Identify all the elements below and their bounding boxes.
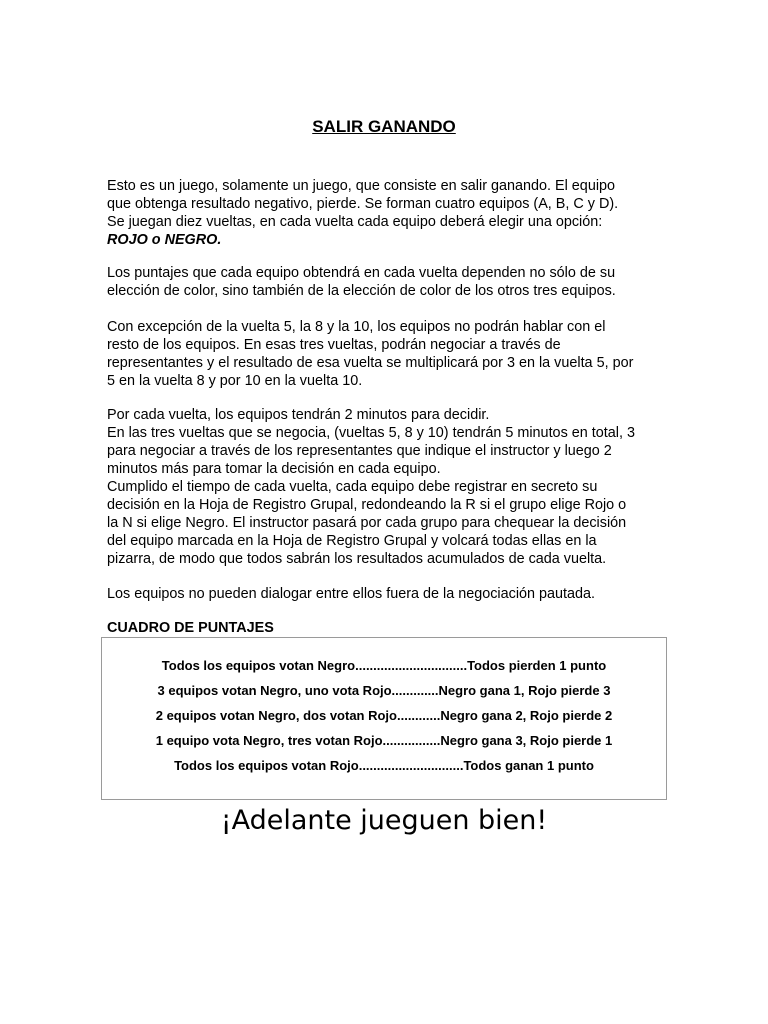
paragraph-line: minutos más para tomar la decisión en cada equipo. bbox=[107, 461, 441, 477]
paragraph-line: que obtenga resultado negativo, pierde. Se forman cuatro equipos (A, B, C y D). bbox=[107, 196, 619, 212]
closing-message: ¡Adelante jueguen bien! bbox=[220, 805, 548, 836]
negotiation-paragraph bbox=[107, 318, 660, 390]
paragraph-line: Con excepción de la vuelta 5, la 8 y la 10, los equipos no podrán hablar con el bbox=[107, 319, 606, 335]
paragraph-line: decisión en la Hoja de Registro Grupal, redondeando la R si el grupo elige Rojo o bbox=[107, 497, 627, 513]
paragraph-line: Por cada vuelta, los equipos tendrán 2 minutos para decidir. bbox=[107, 407, 490, 423]
paragraph-line: Los puntajes que cada equipo obtendrá en cada vuelta dependen no sólo de su bbox=[107, 265, 616, 281]
scoring-paragraph bbox=[107, 264, 660, 300]
paragraph-line: representantes y el resultado de esa vuelta se multiplicará por 3 en la vuelta 5, por bbox=[107, 355, 634, 371]
paragraph-line: la N si elige Negro. El instructor pasará por cada grupo para chequear la decisión bbox=[107, 515, 627, 531]
intro-paragraph bbox=[107, 177, 660, 249]
paragraph-line: En las tres vueltas que se negocia, (vueltas 5, 8 y 10) tendrán 5 minutos en total, 3 bbox=[107, 425, 635, 441]
rules-note-paragraph: Los equipos no pueden dialogar entre ellos fuera de la negociación pautada. bbox=[107, 586, 596, 602]
score-row: 2 equipos votan Negro, dos votan Rojo............Negro gana 2, Rojo pierde 2 bbox=[155, 708, 613, 723]
paragraph-line: elección de color, sino también de la elección de color de los otros tres equipos. bbox=[107, 283, 616, 299]
paragraph-line: resto de los equipos. En esas tres vueltas, podrán negociar a través de bbox=[107, 337, 561, 353]
paragraph-line: del equipo marcada en la Hoja de Registro Grupal y volcará todas ellas en la bbox=[107, 533, 597, 549]
score-table-title: CUADRO DE PUNTAJES bbox=[107, 620, 274, 636]
score-row: Todos los equipos votan Rojo.............................Todos ganan 1 punto bbox=[174, 758, 594, 773]
score-row: 1 equipo vota Negro, tres votan Rojo................Negro gana 3, Rojo pierde 1 bbox=[155, 733, 613, 748]
paragraph-line: para negociar a través de los representantes que indique el instructor y luego 2 bbox=[107, 443, 612, 459]
color-options-text: ROJO o NEGRO. bbox=[107, 232, 222, 248]
timing-paragraph bbox=[107, 406, 660, 568]
paragraph-line: 5 en la vuelta 8 y por 10 en la vuelta 10. bbox=[107, 373, 363, 389]
score-row: 3 equipos votan Negro, uno vota Rojo.............Negro gana 1, Rojo pierde 3 bbox=[157, 683, 611, 698]
paragraph-line: Se juegan diez vueltas, en cada vuelta cada equipo deberá elegir una opción: bbox=[107, 214, 603, 230]
paragraph-line: Esto es un juego, solamente un juego, que consiste en salir ganando. El equipo bbox=[107, 178, 616, 194]
document-title: SALIR GANANDO bbox=[312, 117, 456, 136]
score-table bbox=[101, 637, 667, 800]
paragraph-line: pizarra, de modo que todos sabrán los resultados acumulados de cada vuelta. bbox=[107, 551, 607, 567]
paragraph-line: Cumplido el tiempo de cada vuelta, cada equipo debe registrar en secreto su bbox=[107, 479, 598, 495]
score-row: Todos los equipos votan Negro...............................Todos pierden 1 punto bbox=[161, 658, 607, 673]
